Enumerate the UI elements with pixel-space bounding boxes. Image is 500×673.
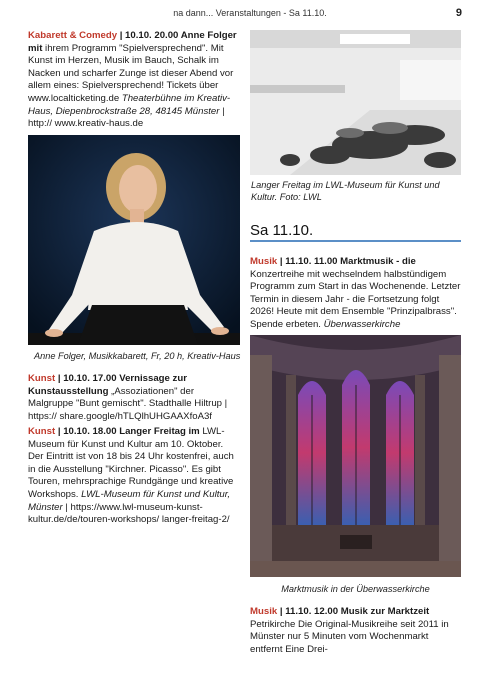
event-musik-marktzeit (250, 606, 461, 656)
event-body: Petrikirche Die Original-Musikreihe seit 2011 in Münster nur 5 Minuten vom Wochenmarkt entfernt Eine Drei- (250, 618, 449, 655)
event-heading: | 10.10. 18.00 Langer Freitag im (55, 426, 200, 437)
church-illustration (250, 335, 461, 577)
event-marktmusik (250, 256, 461, 332)
category-label: Kunst (28, 426, 56, 437)
museum-illustration (250, 30, 461, 175)
event-body: Konzertreihe mit wechselndem halbstündigem Programm zum Start in das Wochenende. Letzter Termin in diesem Jahr - die Fortsetzung folgt 2026! Heute mit dem Ensemble "Prinzipalbrass". Spende erbeten. (250, 268, 461, 330)
photo-caption-anne-folger: Anne Folger, Musikkabarett, Fr, 20 h, Kreativ-Haus (34, 351, 241, 361)
event-link: | https://www.lwl-museum-kunst-kultur.de/de/touren-workshops/ langer-freitag-2/ (28, 501, 230, 526)
event-body: „Assoziationen" der Malgruppe "Bunt gemischt". Stadthalle Hiltrup (28, 385, 225, 410)
event-heading: | 11.10. 12.00 Musik zur Marktzeit (277, 606, 430, 617)
event-heading: | 11.10. 11.00 Marktmusik - die (277, 256, 416, 267)
photo-caption-museum: Langer Freitag im LWL-Museum für Kunst und Kultur. Foto: LWL (251, 180, 440, 203)
event-kunst-vernissage (28, 373, 240, 423)
event-heading: | 10.10. 17.00 Vernissage zur Kunstausstellung (28, 373, 187, 397)
event-venue: LWL-Museum für Kunst und Kultur, Münster (28, 488, 231, 513)
photo-ueberwasserkirche (250, 335, 461, 577)
event-venue: Theaterbühne im Kreativ-Haus, Diepenbrockstraße 28, 48145 Münster (28, 92, 231, 117)
day-heading: Sa 11.10. (250, 222, 314, 239)
event-kunst-langer-freitag (28, 426, 240, 527)
photo-anne-folger (28, 135, 240, 345)
event-link: | http:// www.kreativ-haus.de (28, 105, 225, 130)
running-title: na dann... Veranstaltungen - Sa 11.10. (173, 8, 327, 18)
event-body: ihrem Programm "Spielversprechend". Mit Kunst im Herzen, Musik im Bauch, Schalk im Nacken und scharfer Zunge ist dieser Abend vor allem eines: Spielversprechend! Tickets über www.localticketing.de (28, 42, 234, 104)
page-number: 9 (455, 7, 462, 19)
photo-caption-church: Marktmusik in der Überwasserkirche (281, 584, 430, 594)
category-label: Kunst (28, 373, 56, 384)
photo-lwl-museum (250, 30, 461, 175)
event-kabarett (28, 30, 240, 131)
day-heading-rule (250, 240, 461, 242)
event-heading: | 10.10. 20.00 Anne Folger mit (28, 30, 237, 54)
event-venue: Überwasserkirche (323, 318, 401, 330)
event-body: LWL-Museum für Kunst und Kultur am 10. Oktober. Der Eintritt ist von 18 bis 24 Uhr kostenfrei, auch in die Ausstellung "Kirchner. Picasso". Es gibt Touren, mehrsprachige Rundgänge und kreative Workshops. (28, 426, 234, 500)
category-label: Musik (250, 606, 278, 617)
event-link: | https:// share.google/hTLQlhUHGAAXfoA3f (28, 398, 228, 422)
portrait-illustration (28, 135, 240, 345)
category-label: Musik (250, 256, 278, 267)
category-label: Kabarett & Comedy (28, 30, 118, 41)
